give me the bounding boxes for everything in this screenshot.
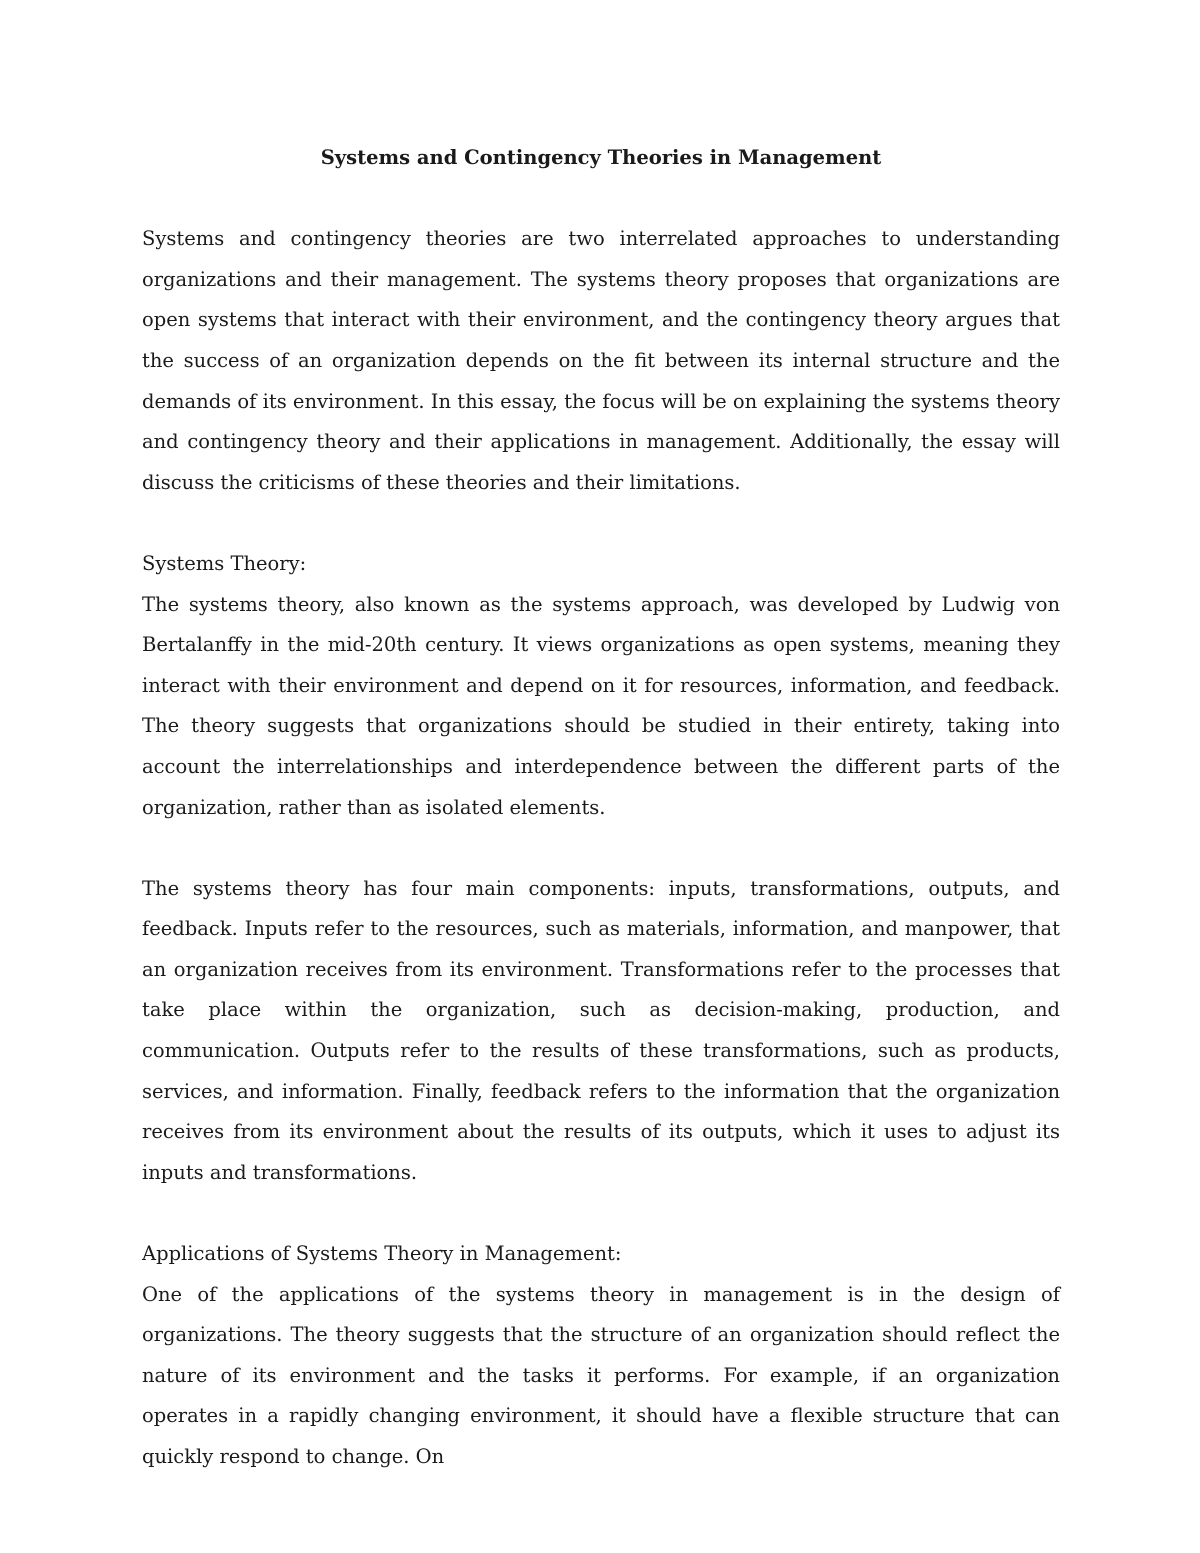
section-heading-applications: Applications of Systems Theory in Management:: [142, 1242, 622, 1266]
document-body: [142, 138, 1060, 1478]
document-title: Systems and Contingency Theories in Management: [320, 146, 882, 169]
applications-paragraph-1: One of the applications of the systems theory in management is in the design of organizations. The theory suggests that the structure of an organization should reflect the nature of its environment and the tasks it performs. For example, if an organization operates in a rapidly changing environment, it should have a flexible structure that can quickly respond to change. On: [142, 1282, 1060, 1468]
spacer: [142, 1193, 1060, 1234]
systems-theory-paragraph-2: The systems theory has four main components: inputs, transformations, outputs, and feedback. Inputs refer to the resources, such as materials, information, and manpower, that an organization receives from its environment. Transformations refer to the processes that take place within the organization, such as decision-making, production, and communication. Outputs refer to the results of these transformations, such as products, services, and information. Finally, feedback refers to the information that the organization receives from its environment about the results of its outputs, which it uses to adjust its inputs and transformations.: [142, 876, 1060, 1184]
spacer: [142, 503, 1060, 544]
section-heading-systems-theory: Systems Theory:: [142, 551, 307, 575]
spacer: [142, 179, 1060, 220]
spacer: [142, 828, 1060, 869]
systems-theory-paragraph-1: The systems theory, also known as the systems approach, was developed by Ludwig von Bertalanffy in the mid-20th century. It views organizations as open systems, meaning they interact with their environment and depend on it for resources, information, and feedback. The theory suggests that organizations should be studied in their entirety, taking into account the interrelationships and interdependence between the different parts of the organization, rather than as isolated elements.: [142, 592, 1060, 819]
intro-paragraph: Systems and contingency theories are two interrelated approaches to understanding organizations and their management. The systems theory proposes that organizations are open systems that interact with their environment, and the contingency theory argues that the success of an organization depends on the fit between its internal structure and the demands of its environment. In this essay, the focus will be on explaining the systems theory and contingency theory and their applications in management. Additionally, the essay will discuss the criticisms of these theories and their limitations.: [142, 227, 1060, 494]
